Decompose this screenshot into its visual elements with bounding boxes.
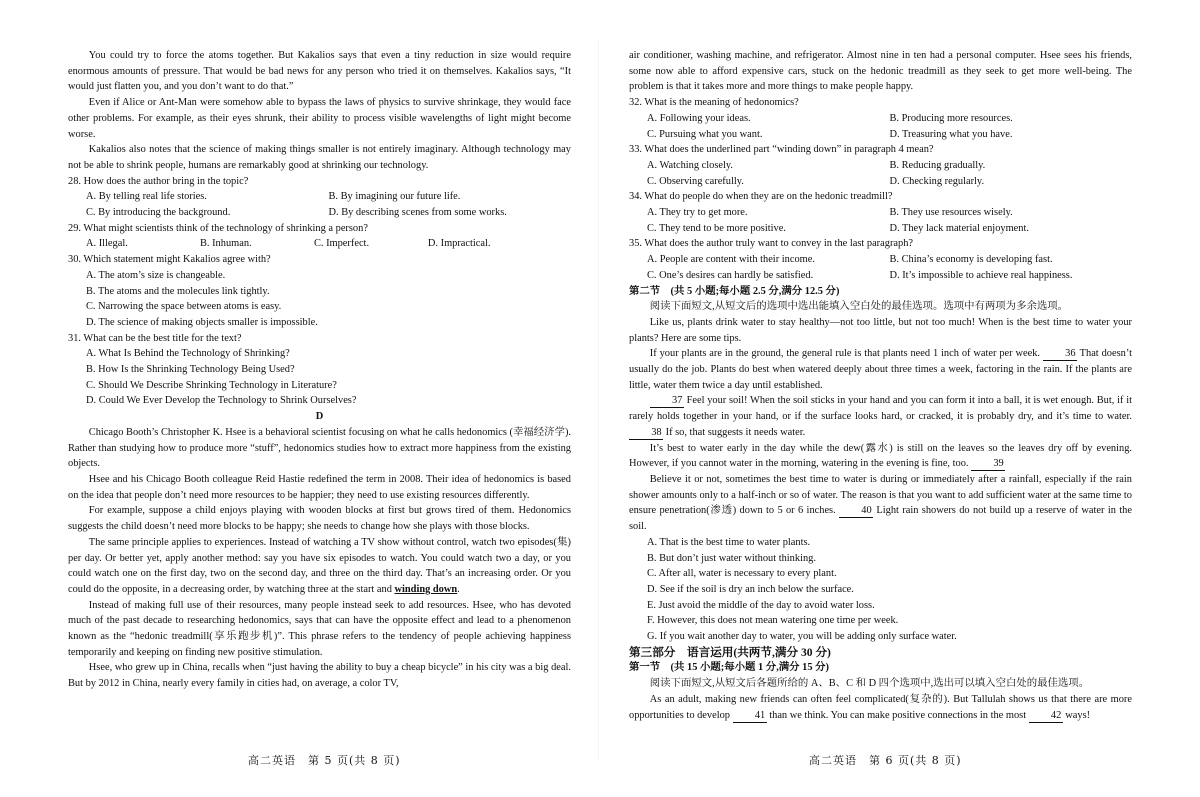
instructions: 阅读下面短文,从短文后各题所给的 A、B、C 和 D 四个选项中,选出可以填入空白处的最佳选项。 — [649, 678, 1090, 690]
option-d: D. By describing scenes from some works. — [328, 207, 507, 219]
text-run: ways! — [1065, 709, 1091, 721]
option-a: A. People are content with their income. — [647, 254, 815, 266]
option-d: D. They lack material enjoyment. — [889, 222, 1029, 234]
option-b: B. Reducing gradually. — [889, 159, 986, 171]
blank-38[interactable]: 38 — [629, 427, 663, 440]
option-a: A. What Is Behind the Technology of Shrinking? — [86, 348, 290, 360]
passage-paragraph — [629, 692, 1132, 723]
choice-g: G. If you wait another day to water, you will be adding only surface water. — [647, 631, 957, 643]
instructions: 阅读下面短文,从短文后的选项中选出能填入空白处的最佳选项。选项中有两项为多余选项。 — [649, 301, 1069, 313]
blank-36[interactable]: 36 — [1043, 348, 1077, 361]
blank-42[interactable]: 42 — [1029, 710, 1063, 723]
choice-a: A. That is the best time to water plants. — [647, 536, 811, 548]
option-c: C. Narrowing the space between atoms is easy. — [86, 301, 282, 313]
question-28 — [68, 174, 571, 221]
passage-paragraph — [629, 393, 1132, 440]
passage-paragraph — [629, 346, 1132, 393]
option-b: B. Producing more resources. — [889, 112, 1013, 124]
question-31 — [68, 331, 571, 410]
passage-paragraph: Hsee, who grew up in China, recalls when “just having the ability to buy a cheap bicycle” in his city was a big deal. But by 2012 in China, nearly every family in cities had, on average, a color TV, — [68, 662, 571, 690]
section-heading-d: D — [315, 411, 324, 423]
text-run: . — [457, 583, 460, 595]
left-page — [68, 48, 571, 692]
passage-paragraph: You could try to force the atoms together. But Kakalios says that even a tiny reduction in size would require enormous amounts of pressure. That would be bad news for any person who tried it on themselves. Kakalios says, “It would just flatten you, and you don’t want to do that.” — [68, 50, 571, 93]
question-29 — [68, 221, 571, 252]
question-stem: 34. What do people do when they are on the hedonic treadmill? — [629, 191, 893, 203]
blank-41[interactable]: 41 — [733, 710, 767, 723]
choice-b: B. But don’t just water without thinking. — [647, 552, 816, 564]
passage-paragraph: For example, suppose a child enjoys playing with wooden blocks at first but grows tired of them. Hedonomics suggests the child doesn’t need more blocks to be happy; she needs to change how she plays with those blocks. — [68, 505, 571, 533]
choice-e: E. Just avoid the middle of the day to avoid water loss. — [647, 599, 875, 611]
text-run: Feel your soil! When the soil sticks in your hand and you can form it into a ball, it is wet enough. But, if it rarely holds together in your hand, or if the surface looks hard, or cracked, it is probably dry, and it’s time to water. — [629, 395, 1132, 423]
question-stem: 35. What does the author truly want to convey in the last paragraph? — [629, 238, 914, 250]
option-a: A. The atom’s size is changeable. — [86, 269, 226, 281]
question-35 — [629, 236, 1132, 283]
option-c: C. Should We Describe Shrinking Technology in Literature? — [86, 379, 337, 391]
text-run: Believe it or not, sometimes the best time to water is during or immediately after a rainfall, especially if the rain shower amounts only to a half-inch or so of water. The reason is that you want to add sufficient water at the same time to ensure penetration(渗透) down to 5 or 6 inches. — [629, 473, 1132, 517]
section-heading: 第二节 (共 5 小题;每小题 2.5 分,满分 12.5 分) — [629, 285, 840, 297]
option-a: A. They try to get more. — [647, 207, 748, 219]
passage-paragraph: Even if Alice or Ant-Man were somehow able to bypass the laws of physics to survive shrinkage, they would face other problems. For example, as their eyes shrunk, their ability to process visible wavelengths of light might become worse. — [68, 97, 571, 140]
passage-paragraph: air conditioner, washing machine, and refrigerator. Almost nine in ten had a personal computer. Hsee sees his friends, some now able to afford expensive cars, stuck on the hedonic treadmill as they seek to get more well-being. The problem is that it takes more and more things to make people happy. — [629, 50, 1132, 93]
passage-paragraph: Chicago Booth’s Christopher K. Hsee is a behavioral scientist focusing on what he calls hedonomics (幸福经济学). Rather than studying how to produce more “stuff”, hedonomics studies how to extract more happiness from the existing objects. — [68, 426, 572, 470]
option-d: D. It’s impossible to achieve real happiness. — [889, 269, 1073, 281]
answer-choices — [629, 535, 1132, 645]
blank-37[interactable]: 37 — [650, 395, 684, 408]
option-c: C. One’s desires can hardly be satisfied. — [647, 269, 814, 281]
question-34 — [629, 189, 1132, 236]
question-32 — [629, 95, 1132, 142]
part-heading: 第三部分 语言运用(共两节,满分 30 分) — [629, 645, 831, 659]
question-stem: 30. Which statement might Kakalios agree with? — [68, 254, 271, 266]
underlined-phrase: winding down — [394, 583, 458, 595]
blank-39[interactable]: 39 — [971, 458, 1005, 471]
question-stem: 28. How does the author bring in the topic? — [68, 175, 249, 187]
choice-d: D. See if the soil is dry an inch below the surface. — [647, 583, 854, 595]
option-c: C. They tend to be more positive. — [647, 222, 786, 234]
choice-c: C. After all, water is necessary to every plant. — [647, 568, 837, 580]
option-b: B. The atoms and the molecules link tightly. — [86, 285, 270, 297]
passage-paragraph — [68, 535, 571, 598]
option-a: A. Watching closely. — [647, 159, 734, 171]
option-a: A. Illegal. — [86, 238, 128, 250]
option-b: B. How Is the Shrinking Technology Being Used? — [86, 364, 295, 376]
passage-paragraph: Hsee and his Chicago Booth colleague Reid Hastie redefined the term in 2008. Their idea of hedonomics is based on the idea that people don’t need more resources to be happier; they need to use existing resources differently. — [68, 473, 571, 501]
question-33 — [629, 142, 1132, 189]
text-run: It’s best to water early in the day while the dew(露水) is still on the leaves so the leaves dry off by evening. However, if you cannot water in the morning, watering in the evening is fine, too. — [629, 442, 1132, 470]
question-stem: 32. What is the meaning of hedonomics? — [629, 97, 799, 109]
text-run: That doesn’t usually do the job. Plants do best when watered deeply about three times a week, factoring in the rain. If the plants are little, water them twice a day until established. — [629, 348, 1132, 391]
option-d: D. Checking regularly. — [889, 175, 985, 187]
page-gutter — [598, 40, 599, 760]
option-b: B. China’s economy is developing fast. — [889, 254, 1053, 266]
section-heading: 第一节 (共 15 小题;每小题 1 分,满分 15 分) — [629, 662, 830, 674]
option-d: D. The science of making objects smaller is impossible. — [86, 316, 318, 328]
passage-paragraph: Like us, plants drink water to stay healthy—not too little, but not too much! When is the best time to water your plants? Here are some tips. — [629, 316, 1132, 344]
question-stem: 31. What can be the best title for the text? — [68, 332, 242, 344]
blank-40[interactable]: 40 — [839, 505, 873, 518]
option-b: B. By imagining our future life. — [328, 191, 461, 203]
option-d: D. Treasuring what you have. — [889, 128, 1013, 140]
option-c: C. By introducing the background. — [86, 207, 231, 219]
passage-paragraph: Kakalios also notes that the science of making things smaller is not entirely imaginary. Although technology may not be able to shrink people, humans are remarkably good at shrinking our technology. — [68, 144, 571, 171]
option-b: B. They use resources wisely. — [889, 207, 1013, 219]
option-c: C. Pursuing what you want. — [647, 128, 763, 140]
passage-paragraph — [629, 441, 1132, 472]
option-a: A. By telling real life stories. — [86, 191, 207, 203]
page-footer-right: 高二英语 第 6 页(共 8 页) — [809, 754, 962, 767]
text-run: As an adult, making new friends can often feel complicated(复杂的). But Tallulah shows us that there are more opportunities to develop — [629, 693, 1132, 721]
option-c: C. Imperfect. — [313, 238, 370, 250]
right-page — [629, 48, 1132, 723]
text-run: than we think. You can make positive connections in the most — [769, 709, 1027, 721]
choice-f: F. However, this does not mean watering one time per week. — [647, 615, 899, 627]
question-stem: 33. What does the underlined part “winding down” in paragraph 4 mean? — [629, 144, 934, 156]
passage-paragraph: Instead of making full use of their resources, many people instead seek to add resources. Hsee, who has devoted much of the past decade to researching hedonomics, says that can have the opposite effect and lead to a phenomenon known as the “hedonic treadmill(享乐跑步机)”. This phrase refers to the tendency of people achieving happiness temporarily and keeping on finding new positive stimulation. — [68, 599, 571, 658]
option-b: B. Inhuman. — [199, 238, 252, 250]
text-run: The same principle applies to experiences. Instead of watching a TV show without control, watch two episodes(集) per day. Or better yet, apply another method: say you have six episodes to watch. You could watch two a day, or you could watch one on the first day, two on the second day, and three on the third day. That’s an increasing order. Or you could do the opposite, in a decreasing order, by watching three at the start and — [68, 536, 571, 595]
text-run: If your plants are in the ground, the general rule is that plants need 1 inch of water per week. — [649, 348, 1041, 360]
question-30 — [68, 252, 571, 331]
option-d: D. Impractical. — [427, 238, 491, 250]
text-run: Light rain showers do not build up a reserve of water in the soil. — [629, 505, 1132, 533]
question-stem: 29. What might scientists think of the technology of shrinking a person? — [68, 222, 368, 234]
option-d: D. Could We Ever Develop the Technology to Shrink Ourselves? — [86, 395, 357, 407]
page-footer-left: 高二英语 第 5 页(共 8 页) — [248, 754, 401, 767]
passage-paragraph — [629, 472, 1132, 535]
option-a: A. Following your ideas. — [647, 112, 751, 124]
option-c: C. Observing carefully. — [647, 175, 744, 187]
text-run: If so, that suggests it needs water. — [665, 426, 806, 438]
